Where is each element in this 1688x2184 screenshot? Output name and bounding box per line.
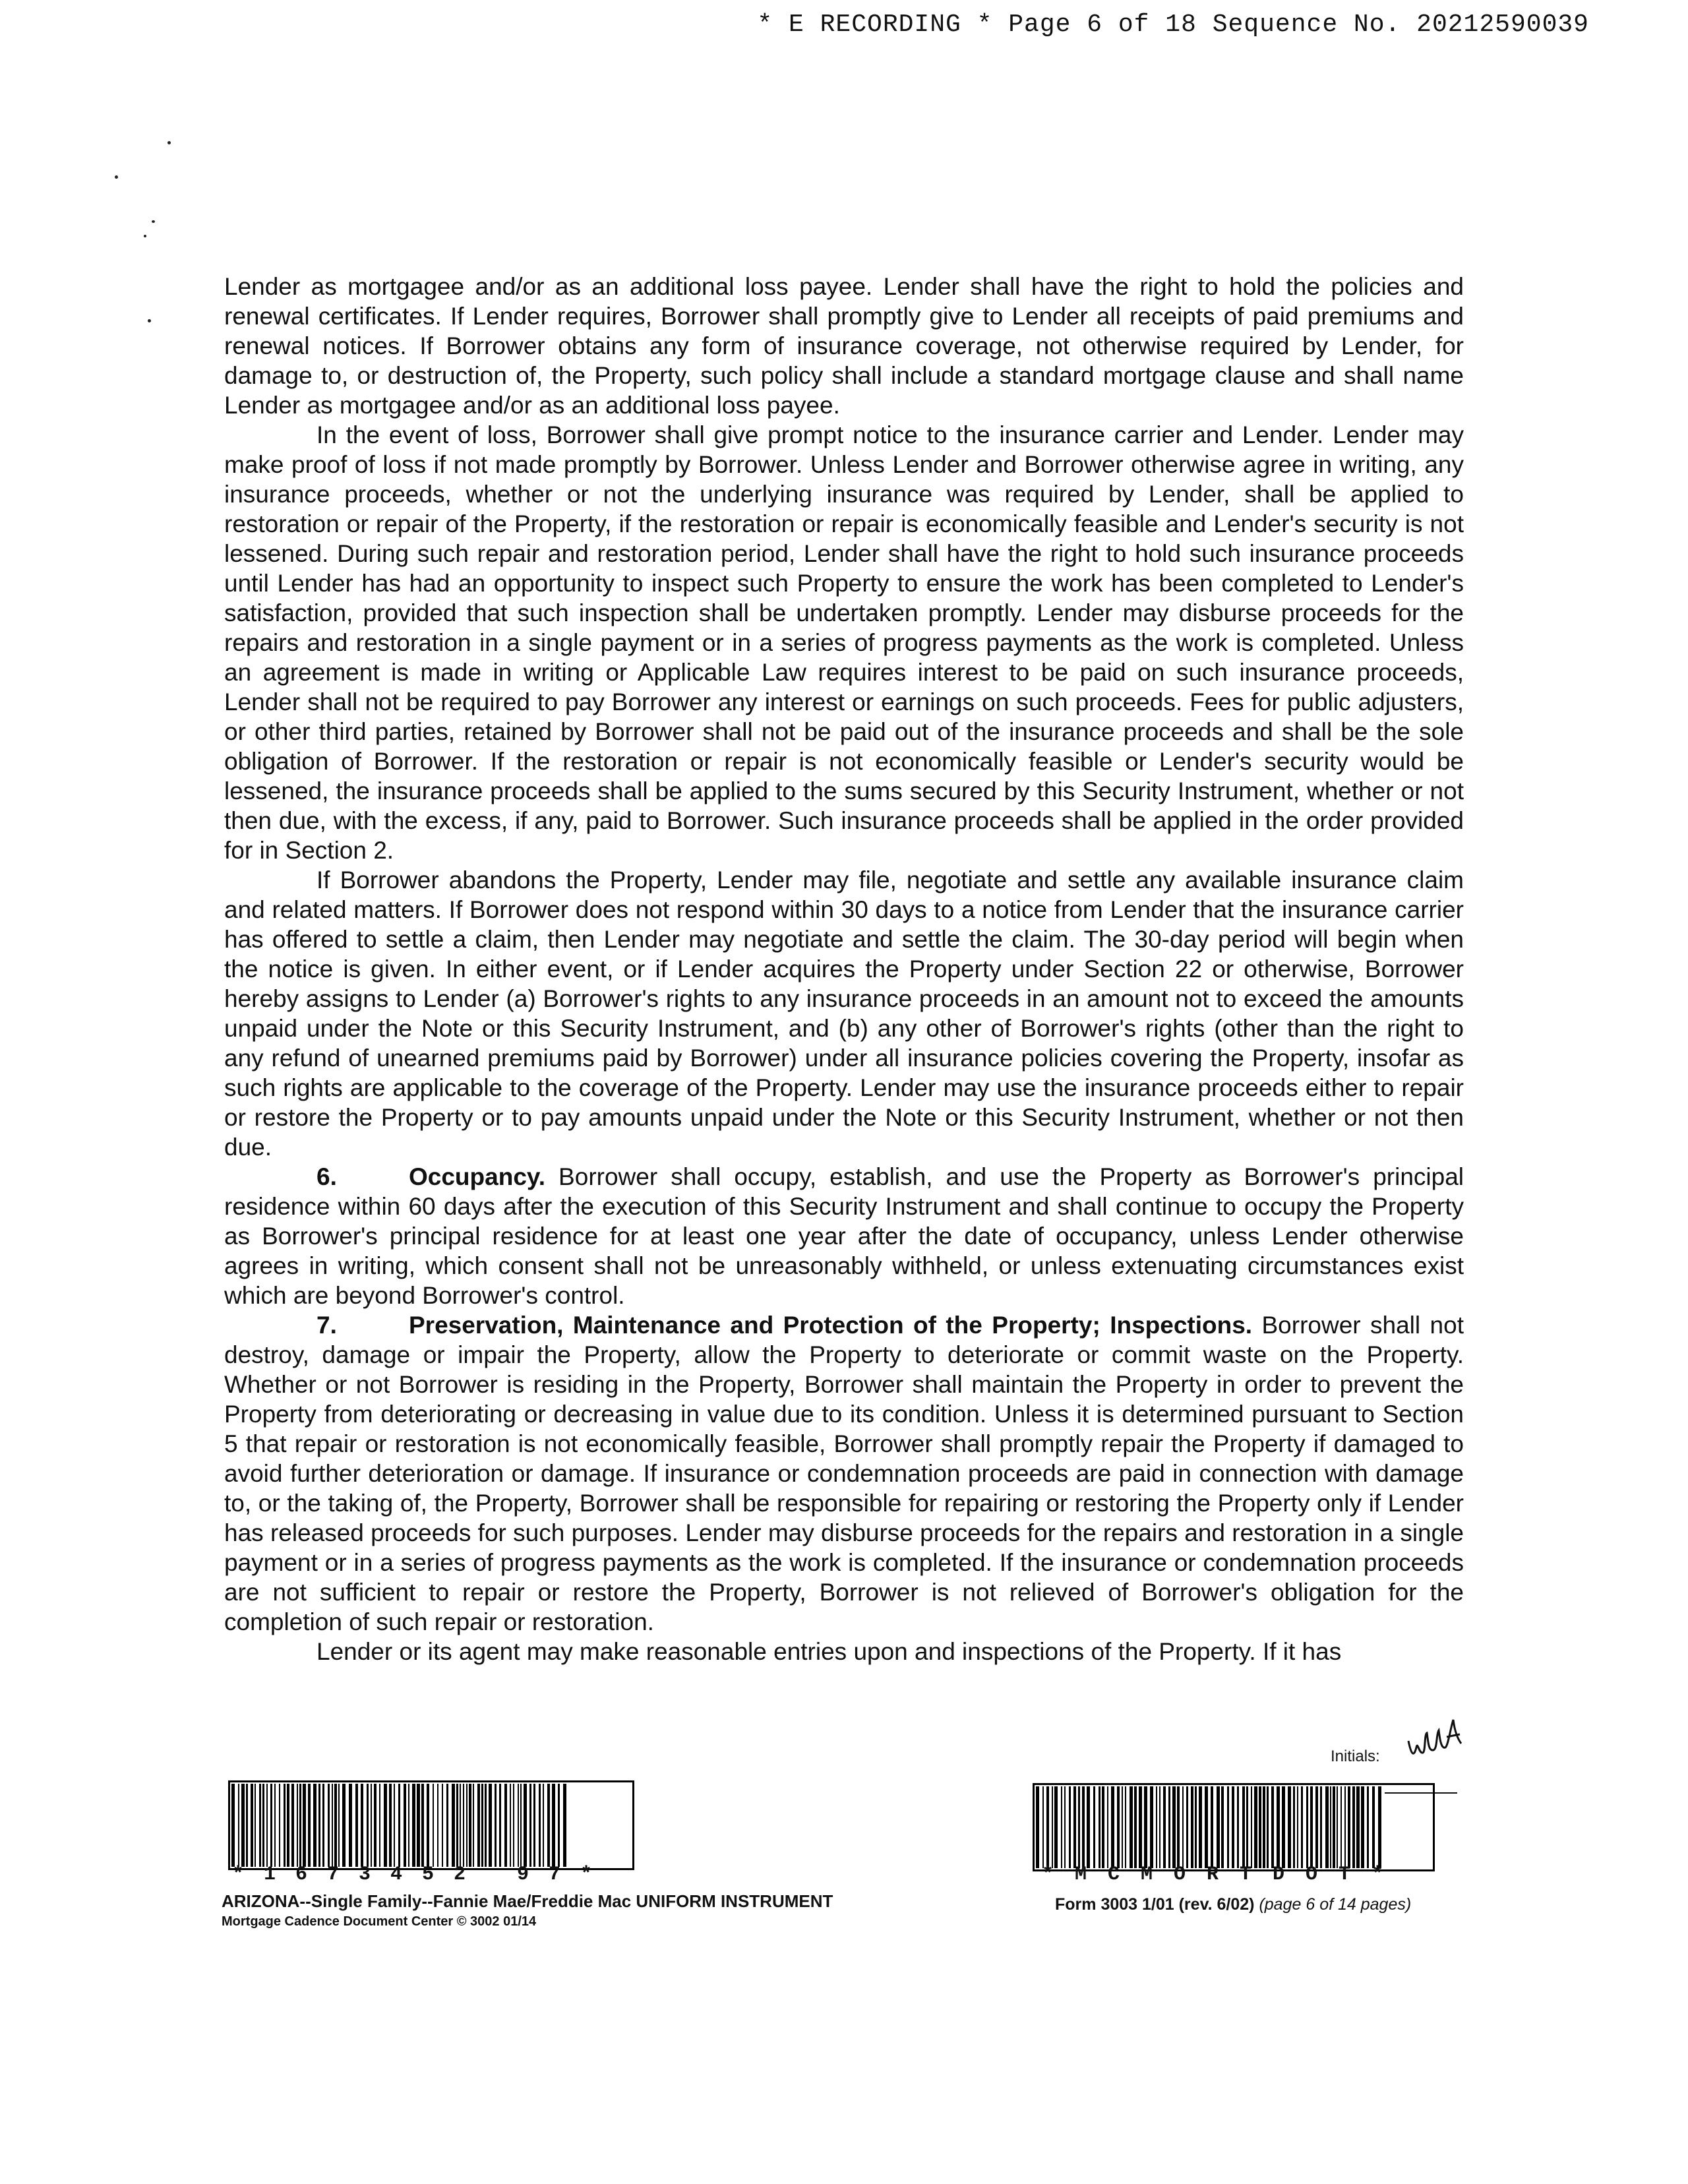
paragraph-inspections: Lender or its agent may make reasonable entries upon and inspections of the Property. If it has <box>316 1638 1342 1665</box>
section-7-preservation <box>224 1310 1464 1637</box>
form-barcode <box>1033 1783 1435 1871</box>
form-barcode-code: *MCMORTDOT* <box>1042 1864 1405 1886</box>
scan-speck <box>115 175 118 179</box>
barcode-stripe <box>1381 1786 1385 1868</box>
section-6-text: Borrower shall occupy, establish, and use the Property as Borrower's principal residence within 60 days after the execution of this Security Instrument and shall continue to occupy the Property as Borrower's principal residence for at least one year after the date of occupancy, unless Lender otherwise agrees in writing, which consent shall not be unreasonably withheld, or unless extenuating circumstances exist which are beyond Borrower's control. <box>224 1163 1464 1309</box>
footer-right <box>1055 1895 1411 1914</box>
initials-signature <box>1404 1714 1464 1774</box>
paragraph-insurance-policies: Lender as mortgagee and/or as an additional loss payee. Lender shall have the right to hold the policies and renewal certificates. If Lender requires, Borrower shall promptly give to Lender all receipts of paid premiums and renewal notices. If Borrower obtains any form of insurance coverage, not otherwise required by Lender, for damage to, or destruction of, the Property, such policy shall include a standard mortgage clause and shall name Lender as mortgagee and/or as an additional loss payee. <box>224 273 1464 419</box>
document-body <box>224 272 1464 1666</box>
section-6-occupancy <box>224 1162 1464 1310</box>
paragraph-abandonment: If Borrower abandons the Property, Lender may file, negotiate and settle any available insurance claim and related matters. If Borrower does not respond within 30 days to a notice from Lender that the insurance carrier has offered to settle a claim, then Lender may negotiate and settle the claim. The 30-day period will begin when the notice is given. In either event, or if Lender acquires the Property under Section 22 or otherwise, Borrower hereby assigns to Lender (a) Borrower's rights to any insurance proceeds in an amount not to exceed the amounts unpaid under the Note or this Security Instrument, and (b) any other of Borrower's rights (other than the right to any refund of unearned premiums paid by Borrower) under all insurance policies covering the Property, insofar as such rights are applicable to the coverage of the Property. Lender may use the insurance proceeds either to repair or restore the Property or to pay amounts unpaid under the Note or this Security Instrument, whether or not then due. <box>224 866 1464 1161</box>
initials-label: Initials: <box>1331 1747 1380 1765</box>
footer-document-center: Mortgage Cadence Document Center © 3002 01/14 <box>222 1914 537 1929</box>
section-7-heading: Preservation, Maintenance and Protection of the Property; Inspections. <box>409 1312 1253 1339</box>
scan-speck <box>152 220 155 223</box>
footer-left <box>222 1891 833 1929</box>
scan-speck <box>167 141 171 144</box>
footer-page-count: (page 6 of 14 pages) <box>1259 1895 1412 1914</box>
scan-speck <box>148 319 151 322</box>
footer-form-number: Form 3003 1/01 (rev. 6/02) <box>1055 1895 1255 1914</box>
document-barcode <box>228 1780 634 1870</box>
section-6-number: 6. <box>316 1163 337 1190</box>
barcode-stripe <box>566 1784 568 1867</box>
recording-header: * E RECORDING * Page 6 of 18 Sequence No. 20212590039 <box>757 11 1589 39</box>
section-7-text: Borrower shall not destroy, damage or impair the Property, allow the Property to deteriorate or commit waste on the Property. Whether or not Borrower is residing in the Property, Borrower shall maintain the Property in order to prevent the Property from deteriorating or decreasing in value due to its condition. Unless it is determined pursuant to Section 5 that repair or restoration is not economically feasible, Borrower shall promptly repair the Property if damaged to avoid further deterioration or damage. If insurance or condemnation proceeds are paid in connection with damage to, or the taking of, the Property, Borrower shall be responsible for repairing or restoring the Property only if Lender has released proceeds for such purposes. Lender may disburse proceeds for the repairs and restoration in a single payment or in a series of progress payments as the work is completed. If the insurance or condemnation proceeds are not sufficient to repair or restore the Property, Borrower is not relieved of Borrower's obligation for the completion of such repair or restoration. <box>224 1312 1464 1635</box>
footer-instrument-title: ARIZONA--Single Family--Fannie Mae/Freddie Mac UNIFORM INSTRUMENT <box>222 1891 833 1911</box>
barcode-number: *1673452 97* <box>232 1864 613 1886</box>
scan-speck <box>144 235 146 237</box>
paragraph-event-of-loss: In the event of loss, Borrower shall give prompt notice to the insurance carrier and Lender. Lender may make proof of loss if not made promptly by Borrower. Unless Lender and Borrower otherwise agree in writing, any insurance proceeds, whether or not the underlying insurance was required by Lender, shall be applied to restoration or repair of the Property, if the restoration or repair is economically feasible and Lender's security is not lessened. During such repair and restoration period, Lender shall have the right to hold such insurance proceeds until Lender has had an opportunity to inspect such Property to ensure the work has been completed to Lender's satisfaction, provided that such inspection shall be undertaken promptly. Lender may disburse proceeds for the repairs and restoration in a single payment or in a series of progress payments as the work is completed. Unless an agreement is made in writing or Applicable Law requires interest to be paid on such insurance proceeds, Lender shall not be required to pay Borrower any interest or earnings on such proceeds. Fees for public adjusters, or other third parties, retained by Borrower shall not be paid out of the insurance proceeds and shall be the sole obligation of Borrower. If the restoration or repair is not economically feasible or Lender's security would be lessened, the insurance proceeds shall be applied to the sums secured by this Security Instrument, whether or not then due, with the excess, if any, paid to Borrower. Such insurance proceeds shall be applied in the order provided for in Section 2. <box>224 421 1464 864</box>
section-7-number: 7. <box>316 1312 337 1339</box>
section-6-heading: Occupancy. <box>409 1163 546 1190</box>
